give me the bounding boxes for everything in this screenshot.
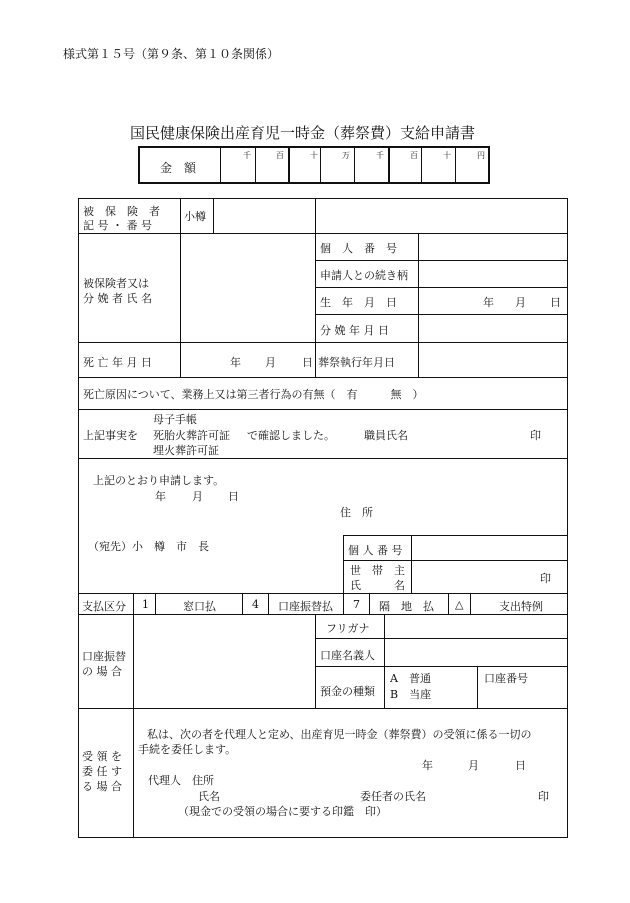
death-month-unit: 月 — [265, 356, 276, 369]
payment-option-num: 4 — [252, 598, 259, 611]
death-cause-text: 死亡原因について、業務上又は第三者行為の有無（ 有 無 ） — [83, 388, 424, 401]
address-field[interactable] — [380, 500, 566, 522]
transfer-label: 口座振替 — [82, 650, 126, 663]
agent-name-field[interactable] — [225, 786, 355, 802]
digit-label: 円 — [477, 151, 485, 160]
insured-name-field[interactable] — [181, 234, 314, 341]
applicant-personal-number-field[interactable] — [412, 536, 567, 559]
delegator-seal: 印 — [538, 790, 549, 803]
insured-number-field[interactable] — [214, 199, 314, 232]
staff-name-label: 職員氏名 — [364, 429, 408, 442]
insured-number-prefix: 小樽 — [184, 210, 206, 223]
seal-note: （現金での受領の場合に要する印鑑 印） — [178, 805, 387, 818]
delivery-date-field[interactable] — [419, 315, 567, 341]
verification-prefix: 上記事実を — [83, 429, 138, 442]
payment-option-window[interactable]: 窓口払 — [183, 600, 216, 613]
relation-field[interactable] — [419, 261, 567, 286]
verification-option-2: 死胎火葬許可証 — [153, 429, 230, 442]
householder-label-2: 氏 名 — [350, 579, 405, 592]
form-title: 国民健康保険出産育児一時金（葬祭費）支給申請書 — [130, 124, 476, 142]
furigana-label: フリガナ — [326, 622, 370, 635]
agent-name-label: 氏名 — [198, 790, 220, 803]
deposit-type-ordinary[interactable]: A 普通 — [390, 672, 431, 685]
payment-option-num: 1 — [142, 598, 149, 611]
insured-number-label-2: 記 号 ・ 番 号 — [83, 219, 152, 232]
transfer-label-2: の 場 合 — [82, 665, 122, 678]
agent-address-field[interactable] — [225, 770, 525, 786]
application-statement: 上記のとおり申請します。 — [93, 474, 225, 487]
account-number-field[interactable] — [478, 684, 567, 707]
payment-option-special[interactable]: 支出特例 — [499, 600, 543, 613]
birth-date-label: 生 年 月 日 — [320, 296, 397, 309]
insured-number-label: 被 保 険 者 — [83, 205, 160, 218]
funeral-date-field[interactable] — [419, 343, 567, 376]
delegation-year-unit: 年 — [422, 759, 433, 772]
delegation-label-2: 委 任 す — [82, 765, 122, 778]
application-year-unit: 年 — [155, 490, 166, 503]
verification-suffix: で確認しました。 — [247, 429, 335, 442]
birth-year-unit: 年 — [483, 296, 494, 309]
amount-label: 金 額 — [160, 161, 197, 175]
payment-option-remote[interactable]: 隔 地 払 — [379, 600, 434, 613]
form-number: 様式第１５号（第９条、第１０条関係） — [63, 47, 280, 61]
digit-label: 百 — [410, 151, 418, 160]
birth-day-unit: 日 — [550, 296, 561, 309]
personal-number-label: 個 人 番 号 — [320, 242, 397, 255]
digit-label: 万 — [342, 151, 350, 160]
bank-name-field[interactable] — [134, 615, 314, 707]
delivery-date-label: 分 娩 年 月 日 — [320, 324, 389, 337]
delegation-text-2: 手続を委任します。 — [138, 743, 237, 756]
account-holder-label: 口座名義人 — [320, 649, 375, 662]
payment-option-num: △ — [455, 598, 464, 611]
account-number-label: 口座番号 — [484, 672, 528, 685]
digit-label: 十 — [443, 151, 451, 160]
delegation-day-unit: 日 — [515, 759, 526, 772]
deposit-type-current[interactable]: B 当座 — [390, 688, 432, 701]
deposit-type-label: 預金の種類 — [320, 685, 375, 698]
householder-seal: 印 — [540, 572, 551, 585]
account-holder-field[interactable] — [385, 639, 567, 665]
application-day-unit: 日 — [228, 490, 239, 503]
delegator-name-label: 委任者の氏名 — [360, 790, 426, 803]
insured-name-label: 被保険者又は — [83, 277, 149, 290]
digit-label: 百 — [276, 151, 284, 160]
delegation-text: 私は、次の者を代理人と定め、出産育児一時金（葬祭費）の受領に係る一切の — [147, 728, 532, 741]
applicant-personal-number-label: 個 人 番 号 — [348, 544, 403, 557]
delegation-month-unit: 月 — [468, 759, 479, 772]
payment-option-transfer[interactable]: 口座振替払 — [278, 600, 333, 613]
staff-seal: 印 — [530, 429, 541, 442]
householder-label: 世 帯 主 — [350, 564, 405, 577]
application-month-unit: 月 — [192, 490, 203, 503]
relation-label: 申請人との続き柄 — [320, 269, 408, 282]
digit-label: 千 — [243, 151, 251, 160]
agent-address-label: 代理人 住所 — [148, 774, 214, 787]
payment-option-num: 7 — [353, 598, 360, 611]
verification-option-1: 母子手帳 — [153, 413, 197, 426]
funeral-date-label: 葬祭執行年月日 — [318, 356, 395, 369]
personal-number-field[interactable] — [419, 234, 567, 259]
digit-label: 十 — [310, 151, 318, 160]
verification-option-3: 埋火葬許可証 — [153, 444, 219, 457]
death-date-label: 死 亡 年 月 日 — [83, 356, 152, 369]
delegation-label-3: る 場 合 — [82, 780, 122, 793]
address-label: 住 所 — [340, 506, 373, 519]
death-year-unit: 年 — [230, 356, 241, 369]
death-day-unit: 日 — [302, 356, 313, 369]
payment-label: 支払区分 — [82, 600, 126, 613]
insured-name-label-2: 分 娩 者 氏 名 — [83, 292, 152, 305]
delegation-label: 受 領 を — [82, 750, 122, 763]
birth-month-unit: 月 — [515, 296, 526, 309]
furigana-field[interactable] — [385, 615, 567, 637]
insured-number-extra-field[interactable] — [316, 199, 567, 232]
addressee: （宛先）小 樽 市 長 — [88, 540, 209, 553]
digit-label: 千 — [376, 151, 384, 160]
